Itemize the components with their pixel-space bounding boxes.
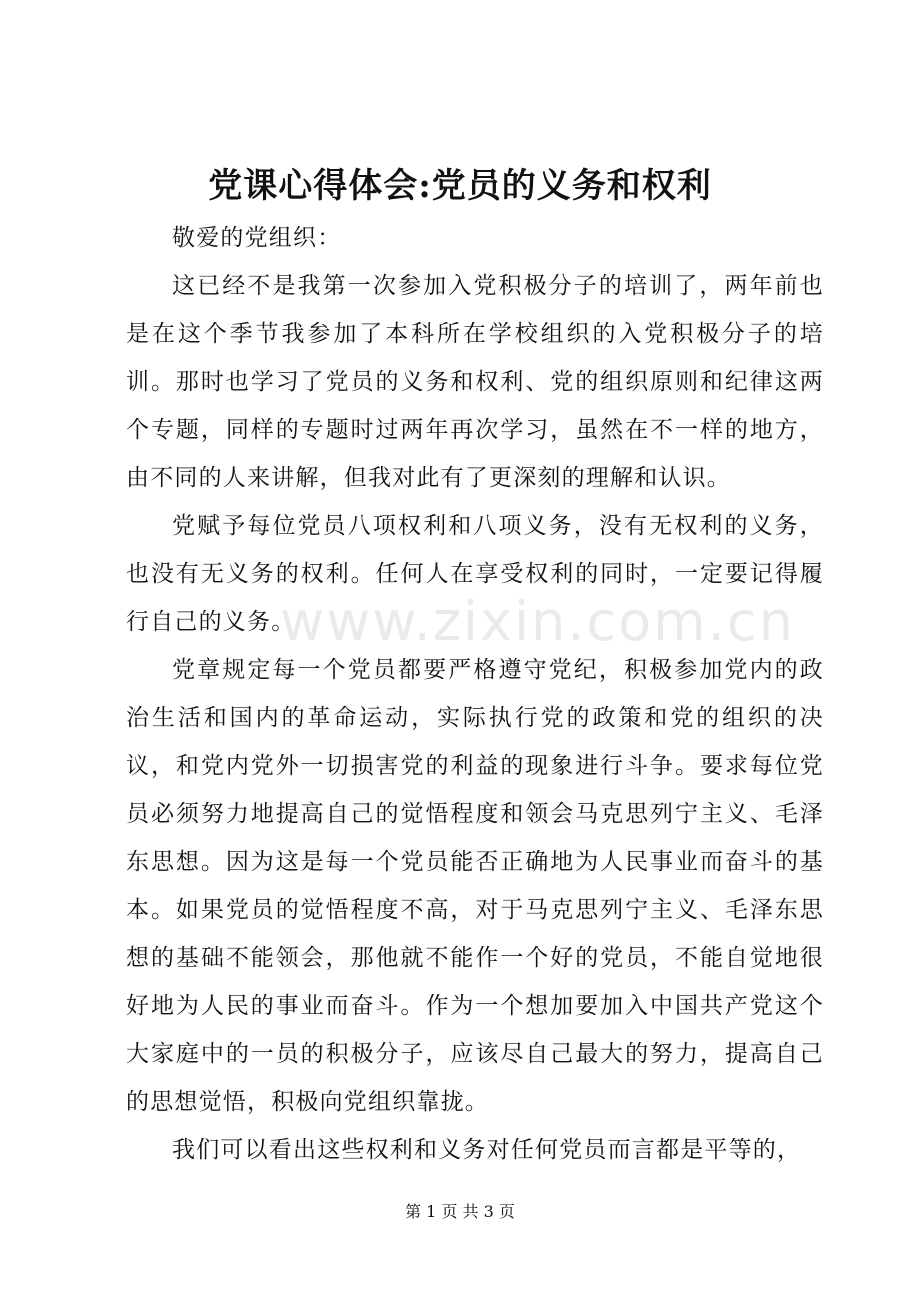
document-title: 党课心得体会:党员的义务和权利	[208, 166, 712, 206]
body-paragraph-2: 党赋予每位党员八项权利和八项义务，没有无权利的义务，也没有无义务的权利。任何人在享受权利的同时，一定要记得履行自己的义务。	[126, 513, 824, 635]
body-paragraph-3: 党章规定每一个党员都要严格遵守党纪，积极参加党内的政治生活和国内的革命运动，实际执行党的政策和党的组织的决议，和党内党外一切损害党的利益的现象进行斗争。要求每位党员必须努力地提高自己的觉悟程度和领会马克思列宁主义、毛泽东思想。因为这是每一个党员能否正确地为人民事业而奋斗的基本。如果党员的觉悟程度不高，对于马克思列宁主义、毛泽东思想的基础不能领会，那他就不能作一个好的党员，不能自觉地很好地为人民的事业而奋斗。作为一个想加要加入中国共产党这个大家庭中的一员的积极分子，应该尽自己最大的努力，提高自己的思想觉悟，积极向党组织靠拢。	[126, 657, 824, 1115]
greeting-paragraph: 敬爱的党组织：	[172, 225, 342, 251]
body-paragraph-1: 这已经不是我第一次参加入党积极分子的培训了，两年前也是在这个季节我参加了本科所在学校组织的入党积极分子的培训。那时也学习了党员的义务和权利、党的组织原则和纪律这两个专题，同样的专题时过两年再次学习，虽然在不一样的地方，由不同的人来讲解，但我对此有了更深刻的理解和认识。	[126, 273, 824, 491]
watermark: www.zixin.com.cn	[280, 590, 795, 653]
page-footer: 第 1 页 共 3 页	[405, 1202, 515, 1221]
document-body	[126, 214, 824, 1174]
body-paragraph-4: 我们可以看出这些权利和义务对任何党员而言都是平等的，	[172, 1137, 802, 1163]
